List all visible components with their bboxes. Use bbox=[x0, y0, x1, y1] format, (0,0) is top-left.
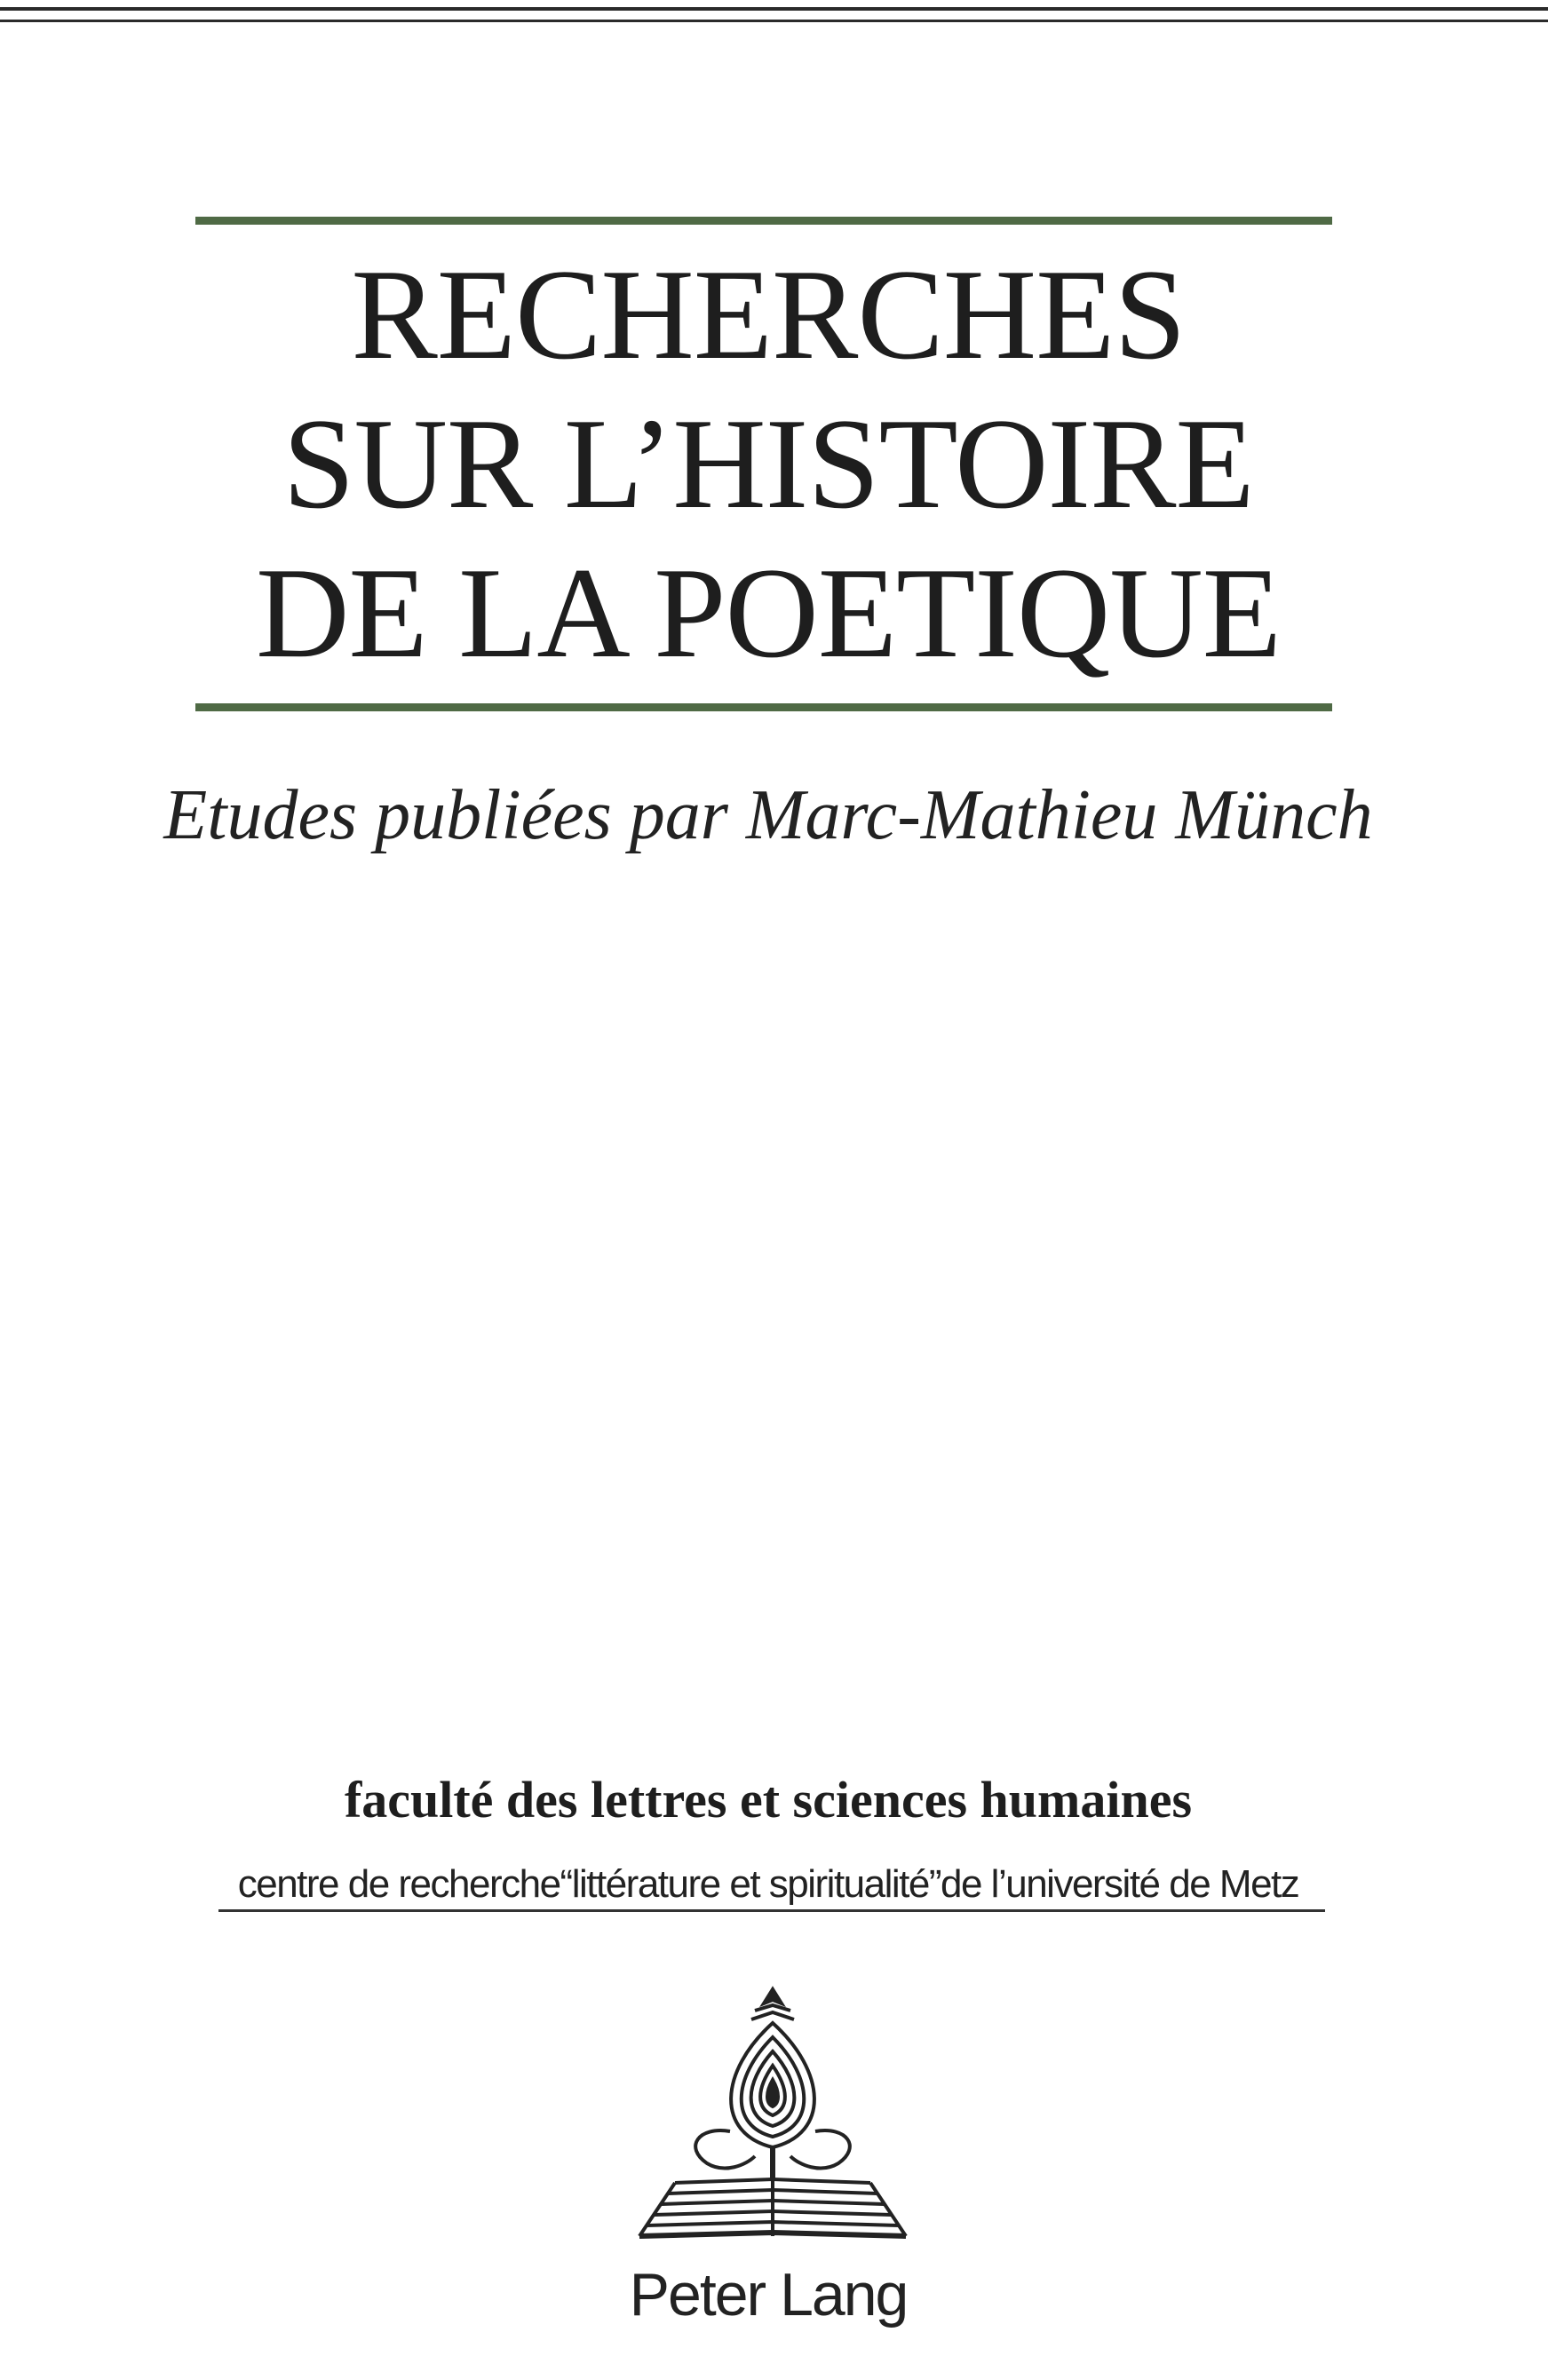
title-line-1: RECHERCHES bbox=[351, 242, 1186, 386]
peter-lang-tree-book-logo-icon bbox=[622, 1973, 924, 2257]
book-title bbox=[142, 240, 1394, 687]
publisher-name: Peter Lang bbox=[629, 2261, 908, 2328]
title-lower-rule bbox=[195, 703, 1332, 711]
top-border-rule-inner bbox=[0, 20, 1548, 22]
title-line-2: SUR L’HISTOIRE bbox=[282, 392, 1254, 536]
editor-credit: Etudes publiées par Marc-Mathieu Münch bbox=[163, 776, 1373, 854]
research-centre-name: centre de recherche“littérature et spiritualité”de l’université de Metz bbox=[237, 1862, 1299, 1906]
top-border-rule bbox=[0, 7, 1548, 11]
title-upper-rule bbox=[195, 217, 1332, 225]
centre-underline bbox=[218, 1909, 1325, 1912]
title-line-3: DE LA POETIQUE bbox=[256, 541, 1281, 685]
faculty-name: faculté des lettres et sciences humaines bbox=[344, 1771, 1193, 1829]
